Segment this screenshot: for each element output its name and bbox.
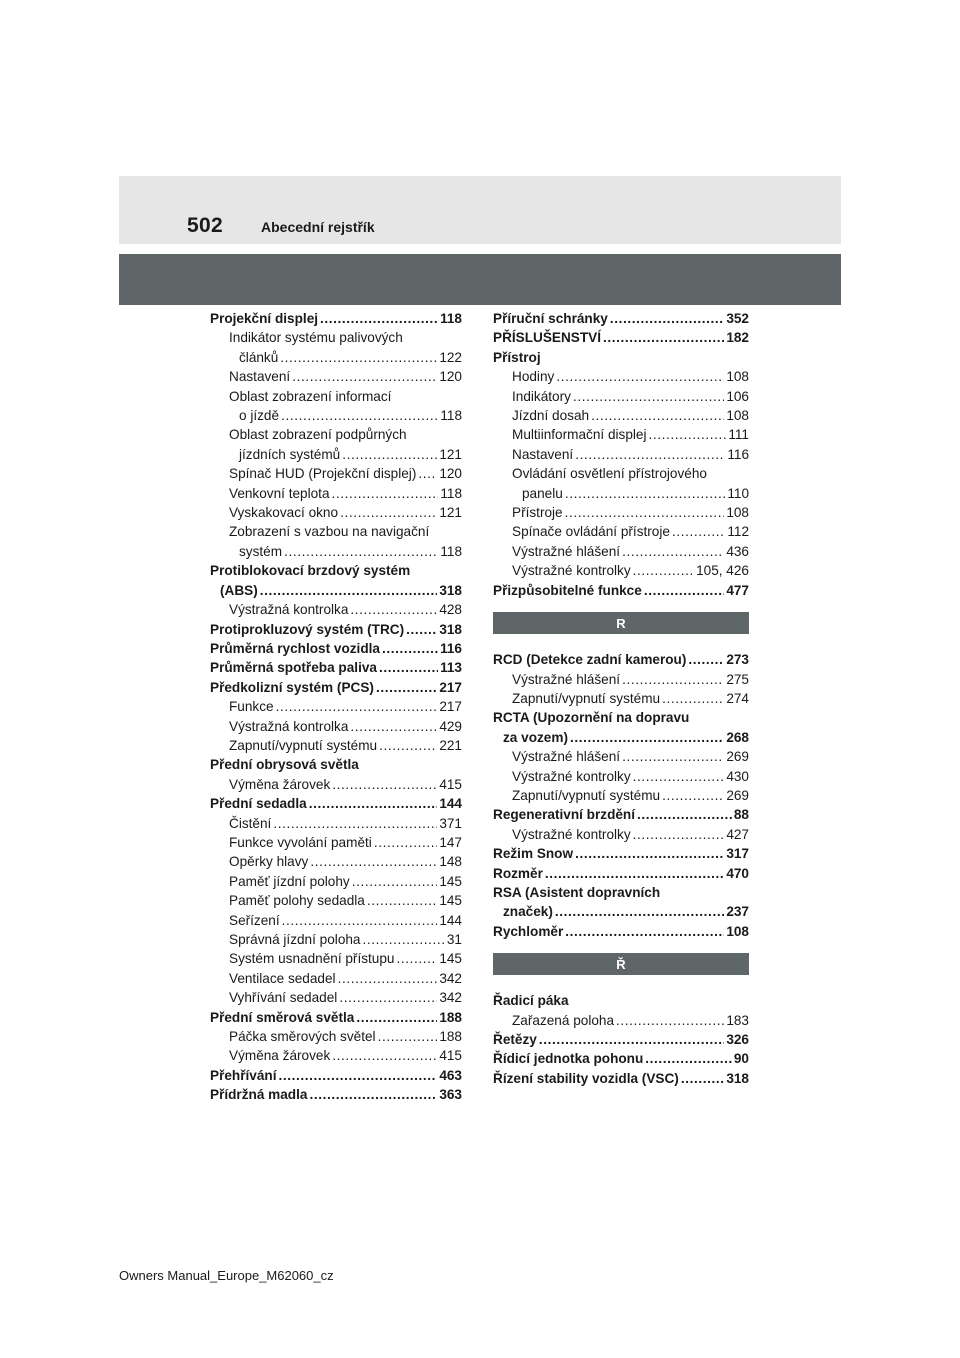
dot-leader [273,814,437,833]
entry-label: Páčka směrových světel [229,1029,376,1045]
entry-page-number: 111 [728,427,749,443]
index-subentry [210,464,462,483]
index-subentry [210,503,462,522]
entry-label: Výměna žárovek [229,776,331,792]
entry-page-number: 477 [726,582,749,598]
entry-label: Přístroje [512,505,563,521]
entry-label: Systém usnadnění přístupu [229,951,395,967]
dot-leader [284,542,438,561]
entry-page-number: 318 [726,1070,749,1086]
index-entry [210,1066,462,1085]
entry-label: Přední sedadla [210,796,307,812]
dot-leader [622,747,724,766]
dot-leader [309,794,438,813]
entry-page-number: 463 [439,1067,462,1083]
entry-page-number: 108 [726,408,749,424]
entry-label: Vyskakovací okno [229,505,339,521]
entry-label: Průměrná spotřeba paliva [210,660,377,676]
entry-label: Průměrná rychlost vozidla [210,640,380,656]
entry-label: Spínače ovládání přístroje [512,524,670,540]
dot-leader [378,1027,438,1046]
entry-page-number: 31 [446,932,462,947]
index-subentry [493,747,749,766]
entry-label: Spínač HUD (Projekční displej) [229,466,417,482]
dot-leader [276,697,438,716]
dot-leader [555,902,724,921]
entry-label: o jízdě [239,408,280,424]
index-subentry [210,891,462,910]
entry-label: Výstražné kontrolky [512,768,631,784]
entry-label: Zařazená poloha [512,1012,615,1028]
entry-label: za vozem) [503,729,568,745]
entry-page-number: 415 [439,1048,462,1064]
index-subentry [210,988,462,1007]
index-heading: RCTA (Upozornění na dopravu [493,710,690,726]
dot-leader [565,922,724,941]
entry-page-number: 430 [726,768,749,784]
dot-leader [379,736,437,755]
index-entry [493,805,749,824]
entry-page-number: 118 [440,408,462,424]
dot-leader [556,367,724,386]
dot-leader [363,930,445,949]
dot-leader [260,581,438,600]
entry-label: Ventilace sedadel [229,970,336,986]
entry-label: Zapnutí/vypnutí systému [229,737,378,753]
dot-leader [545,864,724,883]
dot-leader [575,844,724,863]
entry-page-number: 118 [440,543,462,559]
letter-divider: R [493,612,749,634]
dot-leader [350,717,437,736]
dot-leader [418,464,437,483]
entry-page-number: 108 [726,505,749,521]
entry-page-number: 273 [726,652,749,668]
dot-leader [681,1069,725,1088]
entry-page-number: 116 [727,446,749,462]
dot-leader [309,1085,437,1104]
dot-leader [648,425,726,444]
entry-label: systém [239,543,283,559]
index-column-left [210,309,462,1105]
index-subentry [493,767,749,786]
dot-leader [622,670,724,689]
index-subentry [493,786,749,805]
index-subentry [493,387,749,406]
entry-page-number: 121 [439,505,462,521]
dot-leader [332,484,439,503]
entry-page-number: 120 [439,466,462,482]
dot-leader [406,620,437,639]
dot-leader [565,484,726,503]
dot-leader [332,1046,437,1065]
index-entry [493,1030,749,1049]
entry-label: Rychloměr [493,923,564,939]
index-subentry [210,484,462,503]
entry-page-number: 148 [439,854,462,870]
index-subheading: Oblast zobrazení informací [229,388,392,404]
entry-page-number: 217 [439,699,462,715]
dot-leader [662,689,724,708]
dot-leader [633,561,694,580]
index-subentry [493,445,749,464]
section-title: Abecední rejstřík [261,219,375,235]
entry-page-number: 108 [726,923,749,939]
dot-leader [575,445,725,464]
entry-page-number: 145 [439,893,462,909]
dot-leader [570,728,724,747]
entry-label: Přední směrová světla [210,1009,355,1025]
entry-page-number: 122 [439,349,462,365]
index-heading: Přístroj [493,349,541,365]
dot-leader [539,1030,724,1049]
index-subentry [210,852,462,871]
index-subentry [493,825,749,844]
header-band [119,176,841,244]
index-entry [210,1085,462,1104]
entry-label: Rozměr [493,865,543,881]
index-subentry [493,425,749,444]
index-entry [493,864,749,883]
entry-page-number: 217 [439,679,462,695]
entry-page-number: 371 [439,815,462,831]
entry-label: Přizpůsobitelné funkce [493,582,642,598]
entry-page-number: 118 [440,311,462,326]
entry-page-number: 188 [439,1009,462,1025]
dot-leader [565,503,725,522]
entry-page-number: 274 [726,690,749,706]
index-subheading: Ovládání osvětlení přístrojového [512,466,707,482]
entry-label: Nastavení [229,369,291,385]
dot-leader [282,911,438,930]
index-subentry [210,445,462,464]
index-heading: RSA (Asistent dopravních [493,884,661,900]
index-subheading: Zobrazení s vazbou na navigační [229,524,430,540]
entry-page-number: 275 [726,671,749,687]
entry-label: Výstražná kontrolka [229,602,349,618]
index-subentry [210,814,462,833]
index-subentry [210,406,462,425]
entry-page-number: 145 [439,873,462,889]
index-subentry [493,689,749,708]
entry-label: panelu [522,485,563,501]
index-column-right [493,309,749,1088]
index-entry [493,844,749,863]
dot-leader [374,833,438,852]
entry-label: Funkce [229,699,274,715]
dot-leader [376,678,437,697]
entry-label: Přehřívání [210,1067,277,1083]
entry-label: Projekční displej [210,311,319,326]
index-subentry [493,503,749,522]
entry-page-number: 415 [439,776,462,792]
dot-leader [616,1011,724,1030]
index-subentry [493,542,749,561]
entry-page-number: 427 [726,826,749,842]
index-entry [493,728,749,747]
index-heading: Přední obrysová světla [210,757,359,773]
dot-leader [379,658,438,677]
entry-page-number: 237 [726,904,749,920]
index-subentry [210,736,462,755]
entry-page-number: 428 [439,602,462,618]
index-entry [210,678,462,697]
entry-page-number: 269 [726,787,749,803]
entry-page-number: 110 [727,485,749,501]
index-subentry [210,542,462,561]
entry-label: Výstražné kontrolky [512,826,631,842]
entry-label: Přídržná madla [210,1087,308,1103]
entry-page-number: 105, 426 [696,563,749,579]
entry-page-number: 182 [726,330,749,346]
entry-label: Zapnutí/vypnutí systému [512,787,661,803]
entry-label: Výstražné hlášení [512,671,621,687]
dot-leader [633,767,725,786]
index-subentry [210,717,462,736]
index-entry [493,1069,749,1088]
dot-leader [622,542,724,561]
dot-leader [591,406,724,425]
dot-leader [367,891,437,910]
dot-leader [281,406,438,425]
dot-leader [332,775,437,794]
dot-leader [339,988,437,1007]
dot-leader [280,348,437,367]
entry-page-number: 352 [726,311,749,326]
dot-leader [340,503,437,522]
entry-page-number: 112 [727,524,749,540]
index-subentry [493,561,749,580]
entry-label: Výstražné kontrolky [512,563,631,579]
entry-page-number: 116 [440,640,462,656]
index-entry [210,581,462,600]
entry-page-number: 120 [439,369,462,385]
dot-leader [397,949,438,968]
entry-label: Seřízení [229,912,280,928]
entry-label: Výměna žárovek [229,1048,331,1064]
entry-page-number: 106 [726,388,749,404]
dot-leader [350,600,437,619]
entry-label: Opěrky hlavy [229,854,309,870]
dot-leader [356,1008,437,1027]
entry-label: Řídicí jednotka pohonu [493,1051,644,1067]
dot-leader [320,309,438,328]
index-entry [210,309,462,328]
entry-page-number: 429 [439,718,462,734]
letter-divider: Ř [493,953,749,975]
index-heading: Řadicí páka [493,993,569,1009]
entry-page-number: 145 [439,951,462,967]
index-entry [493,309,749,328]
entry-label: Nastavení [512,446,574,462]
dot-leader [292,367,437,386]
entry-page-number: 88 [733,807,749,823]
footer-doc-id: Owners Manual_Europe_M62060_cz [119,1268,334,1283]
index-subentry [210,833,462,852]
entry-page-number: 90 [733,1051,749,1067]
dot-leader [645,1049,732,1068]
entry-label: Paměť jízdní polohy [229,873,350,889]
entry-label: (ABS) [220,582,258,598]
dot-leader [338,969,438,988]
entry-label: PŘÍSLUŠENSTVÍ [493,330,602,346]
index-entry [210,620,462,639]
index-entry [210,794,462,813]
entry-label: Čistění [229,815,272,831]
dot-leader [633,825,725,844]
index-heading: Protiblokovací brzdový systém [210,563,411,579]
entry-page-number: 342 [439,990,462,1006]
entry-page-number: 144 [439,796,462,812]
index-subentry [210,697,462,716]
entry-page-number: 326 [726,1032,749,1047]
index-subentry [210,949,462,968]
index-subentry [210,348,462,367]
index-subentry [493,484,749,503]
entry-page-number: 118 [440,485,462,501]
entry-page-number: 470 [726,865,749,881]
index-subentry [493,406,749,425]
entry-page-number: 183 [726,1012,749,1028]
entry-label: Indikátory [512,388,571,404]
entry-label: Předkolizní systém (PCS) [210,679,374,695]
entry-label: Multiinformační displej [512,427,647,443]
index-subentry [493,1011,749,1030]
dot-leader [637,805,732,824]
entry-page-number: 317 [726,846,749,862]
entry-page-number: 147 [439,834,462,850]
index-subentry [210,911,462,930]
entry-page-number: 363 [439,1087,462,1103]
dot-leader [610,309,724,328]
index-subentry [210,1046,462,1065]
entry-label: Příruční schránky [493,311,608,326]
entry-label: Řetězy [493,1032,537,1047]
entry-page-number: 268 [726,729,749,745]
dot-leader [342,445,437,464]
entry-label: Vyhřívání sedadel [229,990,338,1006]
entry-label: RCD (Detekce zadní kamerou) [493,652,687,668]
entry-page-number: 113 [440,660,462,676]
index-subentry [210,367,462,386]
index-entry [493,902,749,921]
dot-leader [279,1066,438,1085]
entry-label: Výstražná kontrolka [229,718,349,734]
dot-leader [382,639,438,658]
index-entry [210,1008,462,1027]
index-subentry [210,600,462,619]
entry-label: Řízení stability vozidla (VSC) [493,1070,679,1086]
entry-label: Hodiny [512,369,555,385]
entry-page-number: 318 [439,621,462,637]
entry-page-number: 221 [439,737,462,753]
entry-label: Zapnutí/vypnutí systému [512,690,661,706]
index-subentry [210,872,462,891]
entry-label: Protiprokluzový systém (TRC) [210,621,405,637]
index-entry [210,658,462,677]
entry-label: Paměť polohy sedadla [229,893,365,909]
entry-page-number: 342 [439,970,462,986]
dot-leader [672,522,725,541]
entry-label: jízdních systémů [239,446,341,462]
chapter-bar [119,254,841,305]
index-subentry [493,522,749,541]
index-entry [493,922,749,941]
dot-leader [644,581,725,600]
dot-leader [573,387,724,406]
entry-page-number: 188 [439,1029,462,1045]
index-subentry [210,1027,462,1046]
index-subentry [210,930,462,949]
index-subentry [493,367,749,386]
index-entry [210,639,462,658]
dot-leader [662,786,724,805]
index-entry [493,1049,749,1068]
entry-label: Venkovní teplota [229,485,330,501]
entry-page-number: 121 [439,446,462,462]
entry-label: Funkce vyvolání paměti [229,834,372,850]
index-entry [493,581,749,600]
dot-leader [688,650,724,669]
index-subentry [210,775,462,794]
entry-page-number: 269 [726,749,749,765]
entry-page-number: 436 [726,543,749,559]
entry-label: Správná jízdní poloha [229,932,361,947]
entry-label: článků [239,349,279,365]
index-entry [493,650,749,669]
entry-label: Režim Snow [493,846,574,862]
index-entry [493,328,749,347]
entry-label: Regenerativní brzdění [493,807,636,823]
index-subentry [493,670,749,689]
entry-label: Jízdní dosah [512,408,590,424]
entry-label: Výstražné hlášení [512,749,621,765]
dot-leader [603,328,724,347]
entry-label: značek) [503,904,553,920]
index-subheading: Indikátor systému palivových [229,330,403,346]
entry-label: Výstražné hlášení [512,543,621,559]
dot-leader [310,852,437,871]
dot-leader [352,872,438,891]
page-number: 502 [187,214,223,237]
entry-page-number: 144 [439,912,462,928]
index-subentry [210,969,462,988]
entry-page-number: 318 [439,582,462,598]
index-subheading: Oblast zobrazení podpůrných [229,427,407,443]
entry-page-number: 108 [726,369,749,385]
